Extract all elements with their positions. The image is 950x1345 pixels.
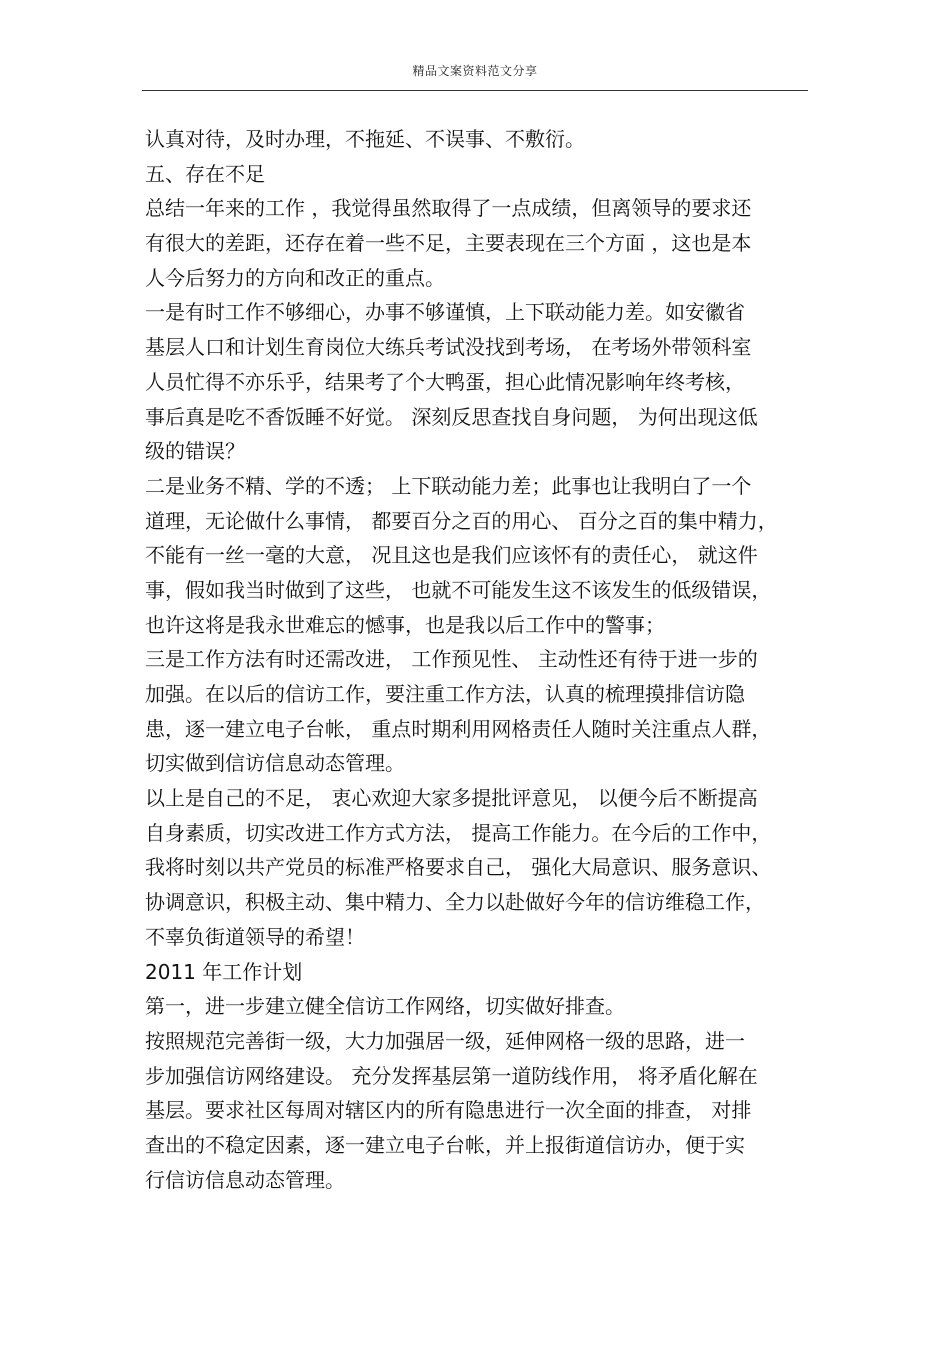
text-line: 不辜负街道领导的希望！ (145, 924, 365, 949)
text-line: 基层。要求社区每周对辖区内的所有隐患进行一次全面的排查， 对排 (145, 1098, 752, 1123)
text-line: 事后真是吃不香饭睡不好觉。 深刻反思查找自身问题， 为何出现这低 (145, 404, 758, 429)
text-line: 二是业务不精、学的不透； 上下联动能力差；此事也让我明白了一个 (145, 473, 752, 498)
text-line: 不能有一丝一毫的大意， 况且这也是我们应该怀有的责任心， 就这件 (145, 543, 758, 568)
text-line: 事，假如我当时做到了这些， 也就不可能发生这不该发生的低级错误， (145, 577, 772, 602)
section-heading: 五、存在不足 (145, 161, 265, 186)
document-body (145, 122, 815, 1197)
text-line: 查出的不稳定因素，逐一建立电子台帐，并上报街道信访办，便于实 (145, 1132, 745, 1157)
text-line: 总结一年来的工作 ，我觉得虽然取得了一点成绩，但离领导的要求还 (145, 196, 752, 221)
text-line: 我将时刻以共产党员的标准严格要求自己， 强化大局意识、服务意识、 (145, 855, 772, 880)
text-line: 协调意识，积极主动、集中精力、全力以赴做好今年的信访维稳工作， (145, 890, 765, 915)
text-line: 基层人口和计划生育岗位大练兵考试没找到考场， 在考场外带领科室 (145, 335, 752, 360)
text-line: 也许这将是我永世难忘的憾事，也是我以后工作中的警事； (145, 612, 665, 637)
text-line: 一是有时工作不够细心，办事不够谨慎，上下联动能力差。如安徽省 (145, 300, 745, 325)
text-line: 级的错误？ (145, 439, 245, 464)
text-line: 行信访信息动态管理。 (145, 1167, 345, 1192)
text-line: 人员忙得不亦乐乎，结果考了个大鸭蛋，担心此情况影响年终考核， (145, 369, 745, 394)
text-line: 自身素质，切实改进工作方式方法， 提高工作能力。在今后的工作中， (145, 820, 772, 845)
page-header: 精品文案资料范文分享 (412, 64, 538, 78)
text-line: 三是工作方法有时还需改进， 工作预见性、 主动性还有待于进一步的 (145, 647, 758, 672)
text-line: 切实做到信访信息动态管理。 (145, 751, 405, 776)
text-line: 按照规范完善街一级，大力加强居一级，延伸网格一级的思路，进一 (145, 1028, 745, 1053)
text-line: 加强。在以后的信访工作，要注重工作方法，认真的梳理摸排信访隐 (145, 682, 745, 706)
text-line: 以上是自己的不足， 衷心欢迎大家多提批评意见， 以便今后不断提高 (145, 786, 758, 811)
text-line: 有很大的差距，还存在着一些不足，主要表现在三个方面 ，这也是本 (145, 231, 752, 256)
header-divider (142, 90, 808, 91)
text-line: 道理，无论做什么事情， 都要百分之百的用心、 百分之百的集中精力， (145, 508, 778, 533)
section-heading: 2011 年工作计划 (145, 959, 303, 984)
text-line: 人今后努力的方向和改正的重点。 (145, 265, 445, 290)
text-line: 第一，进一步建立健全信访工作网络，切实做好排查。 (145, 994, 625, 1019)
text-line: 患，逐一建立电子台帐， 重点时期利用网格责任人随时关注重点人群， (145, 716, 772, 741)
text-line: 步加强信访网络建设。 充分发挥基层第一道防线作用， 将矛盾化解在 (145, 1063, 758, 1088)
text-line: 认真对待，及时办理，不拖延、不误事、不敷衍。 (145, 127, 585, 151)
